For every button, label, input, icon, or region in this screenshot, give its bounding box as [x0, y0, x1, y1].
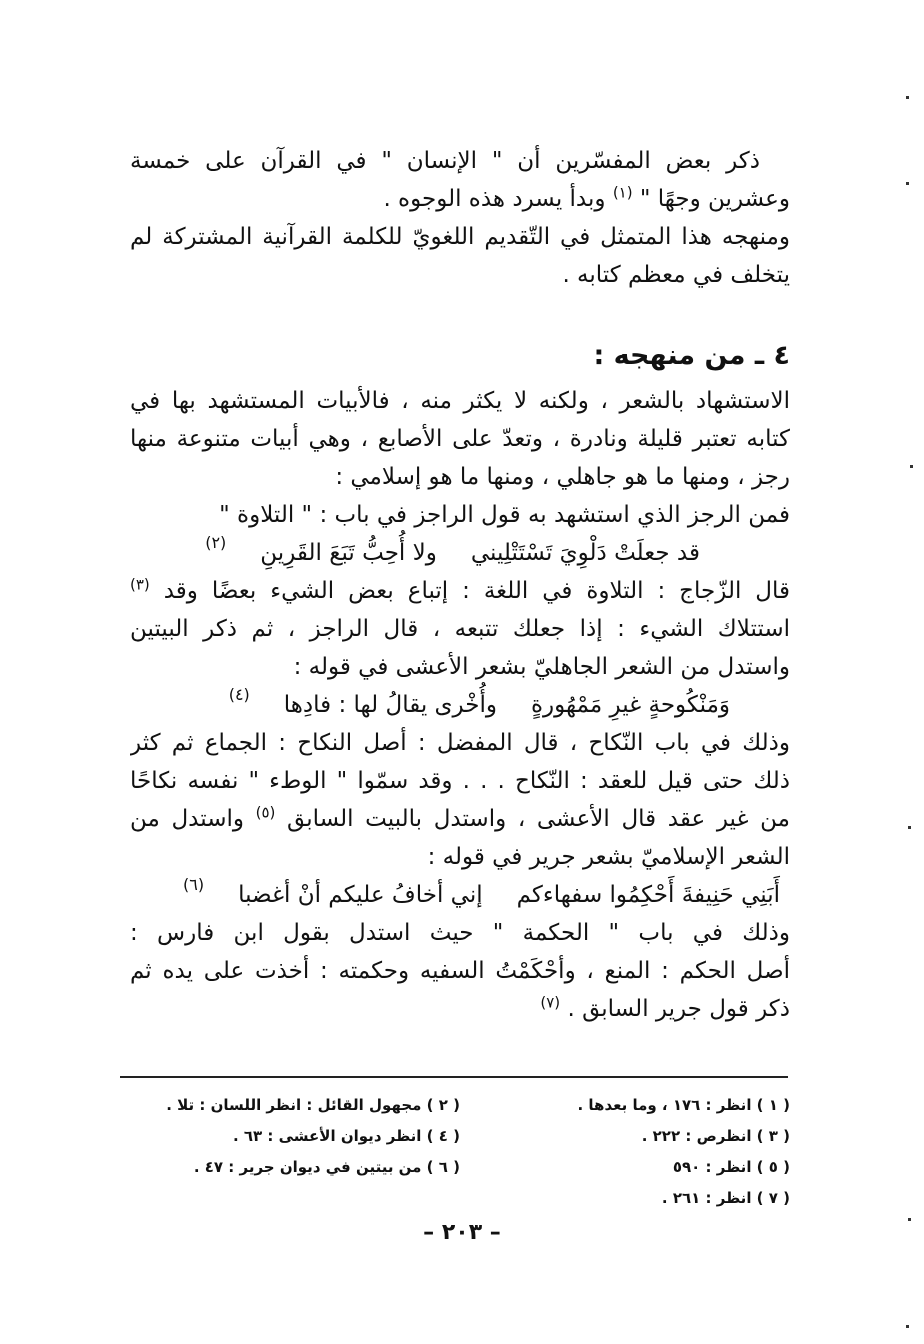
- text-line: رجز ، ومنها ما هو جاهلي ، ومنها ما هو إسلامي :: [335, 464, 790, 490]
- text-line: الاستشهاد بالشعر ، ولكنه لا يكثر منه ، فالأبيات المستشهد بها في: [130, 388, 790, 414]
- text-line: [130, 990, 790, 1028]
- text-line: الشعر الإسلاميّ بشعر جرير في قوله :: [427, 844, 790, 870]
- verse-first-hemistich: أَبَنِي حَنِيفةَ أَحْكِمُوا سفهاءكم: [516, 882, 780, 908]
- footnote: ( ٦ ) من بيتين في ديوان جرير : ٤٧ .: [193, 1158, 460, 1176]
- scan-speck: [906, 182, 909, 185]
- footnote-ref: (٣): [130, 575, 150, 594]
- main-body: [130, 382, 790, 1028]
- text-segment: وعشرين وجهًا ": [639, 186, 790, 212]
- footnote-ref: (٦): [182, 875, 205, 894]
- text-line: [130, 800, 790, 838]
- text-segment: قال الزّجاج : التلاوة في اللغة : إتباع بعض الشيء بعضًا وقد: [163, 578, 790, 604]
- footnote-ref: (٤): [228, 685, 250, 704]
- text-segment: من غير عقد قال الأعشى ، واستدل بالبيت السابق: [287, 806, 790, 832]
- footnote-ref: (٧): [540, 993, 561, 1012]
- page-number: – ٢٠٣ –: [423, 1220, 501, 1245]
- text-line: [130, 180, 790, 218]
- scan-speck: [908, 1218, 911, 1221]
- text-line: واستدل من الشعر الجاهليّ بشعر الأعشى في قوله :: [293, 654, 790, 680]
- section-heading: ٤ ـ من منهجه :: [593, 340, 790, 371]
- verse-first-hemistich: قد جعلَتْ دَلْوِيَ تَسْتَتْلِيني: [470, 540, 700, 566]
- verse-second-hemistich: ولا أُحِبُّ تَبَعَ القَرِينِ: [260, 540, 437, 566]
- text-line: ذكر بعض المفسّرين أن " الإنسان " في القرآن على خمسة: [130, 148, 760, 174]
- poetry-verse: [130, 534, 790, 572]
- footnote-row: [130, 1183, 790, 1214]
- footnote: ( ٧ ) انظر : ٢٦١ .: [661, 1189, 790, 1207]
- text-line: وذلك في باب " الحكمة " حيث استدل بقول ابن فارس :: [130, 920, 790, 946]
- text-segment: ذكر قول جرير السابق .: [567, 996, 790, 1022]
- scan-speck: [908, 826, 911, 829]
- text-line: يتخلف في معظم كتابه .: [562, 262, 790, 288]
- footnote: ( ٣ ) انظرص : ٢٢٢ .: [641, 1127, 790, 1145]
- footnote: ( ٤ ) انظر ديوان الأعشى : ٦٣ .: [232, 1127, 460, 1145]
- footnote-ref: (٢): [205, 533, 227, 552]
- footnote-ref: (٥): [255, 803, 276, 822]
- footnote-ref: (١): [612, 183, 633, 202]
- footnote-row: [130, 1090, 790, 1121]
- text-line: وذلك في باب النّكاح ، قال المفضل : أصل النكاح : الجماع ثم كثر: [130, 730, 790, 756]
- verse-second-hemistich: وأُخْرى يقالُ لها : فادِها: [283, 692, 497, 718]
- poetry-verse: [130, 876, 790, 914]
- verse-first-hemistich: وَمَنْكُوحةٍ غيرِ مَمْهُورةٍ: [530, 692, 730, 718]
- scan-speck: [906, 1325, 909, 1328]
- verse-second-hemistich: إني أخافُ عليكم أنْ أغضبا: [238, 882, 483, 908]
- footnote-row: [130, 1121, 790, 1152]
- scan-speck: [910, 465, 913, 468]
- scan-speck: [906, 96, 909, 99]
- footnote: ( ١ ) انظر : ١٧٦ ، وما بعدها .: [577, 1096, 790, 1114]
- text-line: [130, 572, 790, 610]
- text-segment: واستدل من: [130, 806, 244, 832]
- intro-paragraph: [130, 142, 790, 294]
- text-line: ذلك حتى قيل للعقد : النّكاح . . . وقد سمّوا " الوطء " نفسه نكاحًا: [130, 768, 790, 794]
- poetry-verse: [130, 686, 790, 724]
- text-line: استتلاك الشيء : إذا جعلك تتبعه ، قال الراجز ، ثم ذكر البيتين: [130, 616, 790, 642]
- text-line: ومنهجه هذا المتمثل في التّقديم اللغويّ للكلمة القرآنية المشتركة لم: [130, 224, 790, 250]
- footnote-row: [130, 1152, 790, 1183]
- footnote-separator: [120, 1076, 788, 1078]
- footnotes: [130, 1090, 790, 1214]
- text-line: كتابه تعتبر قليلة ونادرة ، وتعدّ على الأصابع ، وهي أبيات متنوعة منها: [130, 426, 790, 452]
- text-line: فمن الرجز الذي استشهد به قول الراجز في باب : " التلاوة ": [219, 502, 790, 528]
- footnote: [130, 1183, 460, 1214]
- text-line: أصل الحكم : المنع ، وأحْكَمْتُ السفيه وحكمته : أخذت على يده ثم: [130, 958, 790, 984]
- footnote: ( ٥ ) انظر : ٥٩٠: [672, 1158, 790, 1176]
- text-segment: وبدأ يسرد هذه الوجوه .: [383, 186, 606, 212]
- footnote: ( ٢ ) مجهول القائل : انظر اللسان : تلا .: [166, 1096, 460, 1114]
